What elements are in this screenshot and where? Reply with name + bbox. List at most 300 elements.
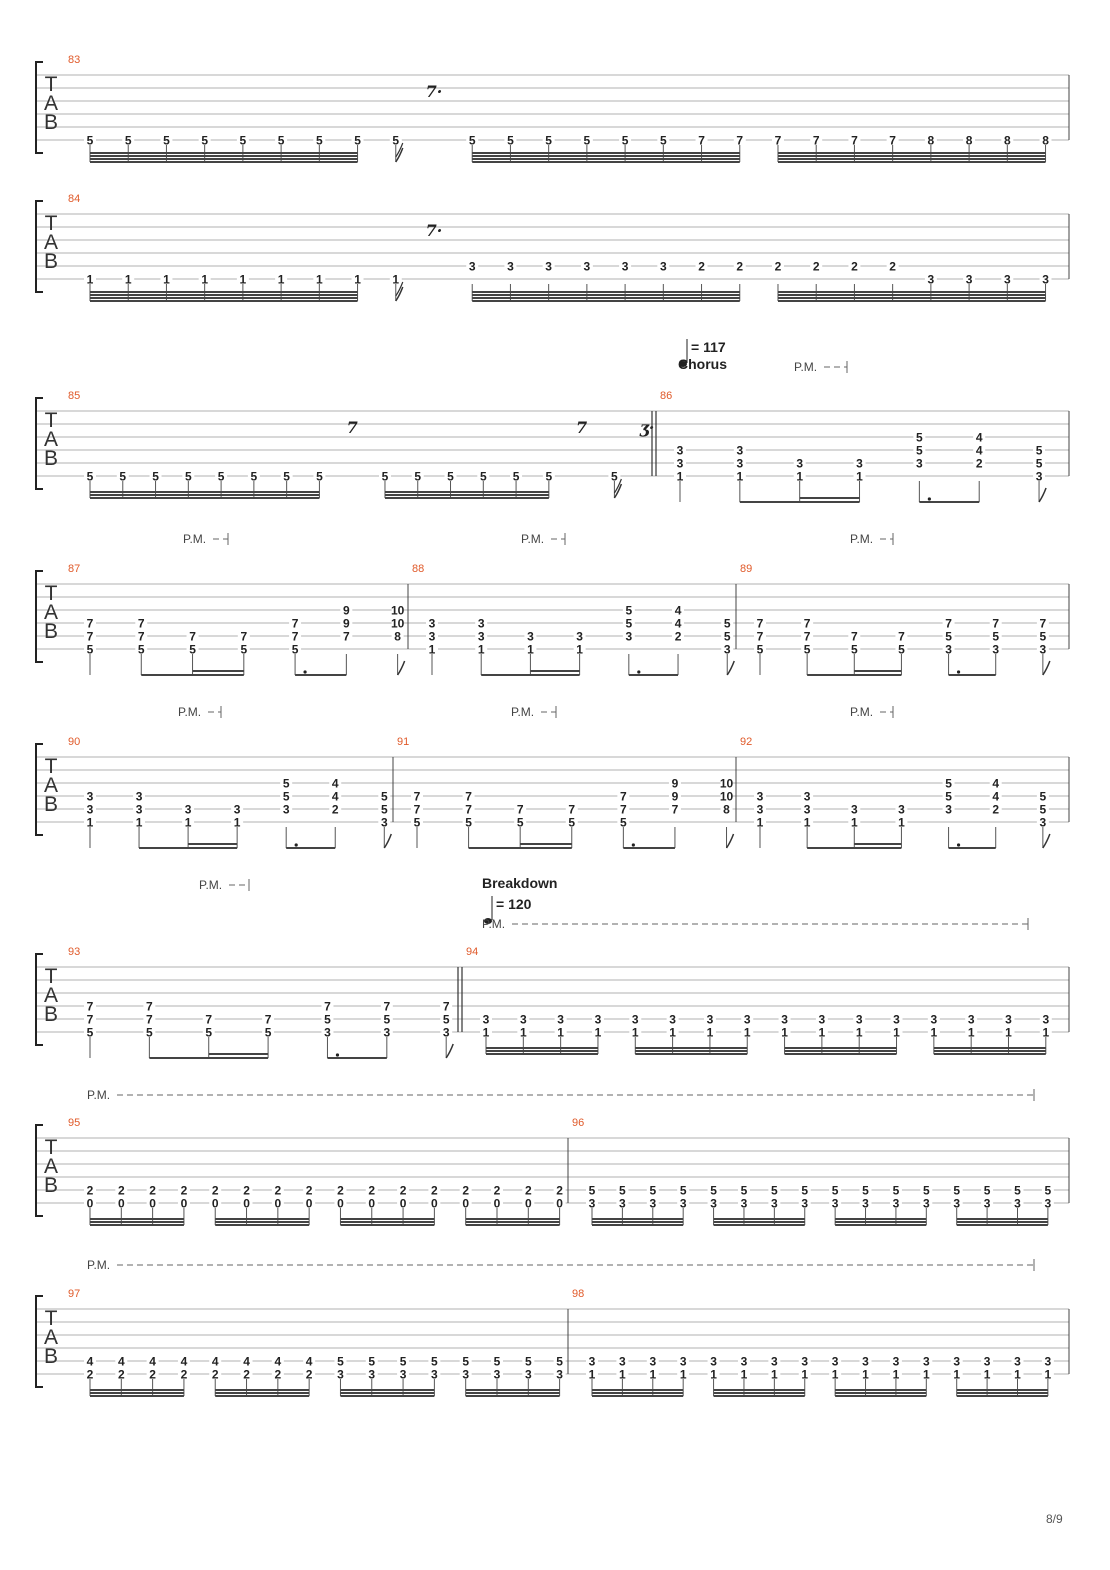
fret-number: 7: [324, 999, 331, 1014]
fret-number: 5: [217, 469, 225, 484]
fret-number: 5: [922, 1183, 930, 1198]
fret-number: 5: [898, 642, 905, 657]
fret-number: 7: [812, 133, 820, 148]
fret-number: 10: [719, 776, 734, 791]
fret-number: 7: [413, 789, 421, 804]
tab-clef-letter: T: [44, 965, 58, 988]
fret-number: 3: [545, 259, 552, 274]
fret-number: 1: [743, 1025, 751, 1040]
fret-number: 2: [975, 456, 983, 471]
fret-number: 4: [243, 1354, 250, 1369]
fret-number: 2: [274, 1367, 282, 1382]
fret-number: 5: [801, 1183, 809, 1198]
fret-number: 2: [211, 1367, 219, 1382]
fret-number: 5: [1044, 1183, 1052, 1198]
fret-number: 2: [992, 802, 1000, 817]
fret-number: 5: [983, 1183, 991, 1198]
fret-number: 3: [1042, 272, 1049, 287]
fret-number: 4: [117, 1354, 125, 1369]
note-flag: [1043, 834, 1050, 848]
fret-number: 4: [975, 430, 983, 445]
fret-number: 5: [465, 815, 472, 830]
fret-number: 1: [557, 1025, 564, 1040]
fret-number: 5: [803, 642, 811, 657]
fret-number: 9: [343, 603, 350, 618]
fret-number: 7: [698, 133, 705, 148]
fret-number: 1: [771, 1367, 778, 1382]
fret-number: 3: [916, 456, 923, 471]
fret-number: 3: [1039, 815, 1047, 830]
fret-number: 2: [243, 1367, 250, 1382]
fret-number: 5: [479, 469, 487, 484]
fret-number: 1: [983, 1367, 991, 1382]
fret-number: 3: [679, 1196, 687, 1211]
rhythm-dot: [637, 670, 640, 673]
rhythm-dot: [295, 843, 298, 846]
fret-number: 7: [146, 1012, 153, 1027]
fret-number: 5: [945, 776, 952, 791]
fret-number: 3: [892, 1354, 900, 1369]
fret-number: 3: [519, 1012, 527, 1027]
fret-number: 3: [233, 802, 241, 817]
fret-number: 2: [674, 629, 682, 644]
fret-number: 3: [945, 802, 952, 817]
fret-number: 1: [953, 1367, 961, 1382]
fret-number: 3: [856, 456, 863, 471]
fret-number: 3: [831, 1354, 839, 1369]
rhythm-dot: [336, 1053, 339, 1056]
fret-number: 1: [740, 1367, 748, 1382]
fret-number: 1: [201, 272, 209, 287]
fret-number: 3: [135, 802, 143, 817]
fret-number: 4: [331, 776, 339, 791]
fret-number: 2: [851, 259, 858, 274]
fret-number: 5: [240, 642, 248, 657]
fret-number: 3: [669, 1012, 676, 1027]
fret-number: 5: [723, 629, 731, 644]
fret-number: 3: [781, 1012, 788, 1027]
fret-number: 7: [803, 629, 811, 644]
fret-number: 5: [315, 133, 323, 148]
fret-number: 2: [337, 1183, 344, 1198]
fret-number: 8: [394, 629, 401, 644]
fret-number: 2: [889, 259, 896, 274]
note-flag: [727, 661, 734, 675]
tab-clef-letter: A: [43, 428, 59, 451]
fret-number: 7: [803, 616, 811, 631]
fret-number: 5: [916, 443, 923, 458]
tab-clef-letter: T: [44, 582, 58, 605]
fret-number: 5: [152, 469, 159, 484]
fret-number: 0: [117, 1196, 125, 1211]
fret-number: 5: [649, 1183, 657, 1198]
fret-number: 3: [135, 789, 143, 804]
fret-number: 5: [414, 469, 422, 484]
fret-number: 5: [1014, 1183, 1021, 1198]
fret-number: 1: [1005, 1025, 1012, 1040]
fret-number: 3: [855, 1012, 863, 1027]
fret-number: 5: [431, 1354, 438, 1369]
fret-number: 7: [413, 802, 421, 817]
fret-number: 5: [282, 789, 290, 804]
fret-number: 7: [1039, 616, 1047, 631]
fret-number: 1: [576, 642, 583, 657]
fret-number: 3: [625, 629, 633, 644]
fret-number: 2: [243, 1183, 250, 1198]
fret-number: 7: [850, 629, 858, 644]
fret-number: 0: [211, 1196, 219, 1211]
fret-number: 3: [801, 1354, 809, 1369]
fret-number: 5: [86, 469, 94, 484]
measure-number: 96: [572, 1117, 585, 1129]
fret-number: 5: [620, 815, 627, 830]
measure-number: 91: [397, 736, 410, 748]
fret-number: 1: [649, 1367, 657, 1382]
fret-number: 1: [1014, 1367, 1021, 1382]
fret-number: 0: [243, 1196, 250, 1211]
fret-number: 3: [953, 1354, 961, 1369]
fret-number: 0: [305, 1196, 313, 1211]
fret-number: 1: [855, 1025, 863, 1040]
fret-number: 5: [916, 430, 923, 445]
fret-number: 8: [965, 133, 973, 148]
fret-number: 3: [1044, 1354, 1052, 1369]
fret-number: 3: [649, 1196, 657, 1211]
fret-number: 2: [180, 1367, 188, 1382]
fret-number: 5: [1035, 443, 1043, 458]
fret-number: 3: [983, 1196, 991, 1211]
fret-number: 7: [992, 616, 1000, 631]
fret-number: 2: [211, 1183, 219, 1198]
tab-clef-letter: B: [43, 793, 59, 816]
rhythm-dot: [303, 670, 306, 673]
fret-number: 3: [740, 1354, 748, 1369]
fret-number: 1: [818, 1025, 826, 1040]
fret-number: 5: [756, 642, 764, 657]
fret-number: 1: [756, 815, 764, 830]
fret-number: 9: [671, 789, 679, 804]
note-flag: [384, 834, 391, 848]
fret-number: 1: [86, 815, 94, 830]
fret-number: 3: [1014, 1196, 1021, 1211]
fret-number: 5: [119, 469, 127, 484]
fret-number: 8: [1042, 133, 1049, 148]
fret-number: 3: [801, 1196, 809, 1211]
fret-number: 7: [736, 133, 744, 148]
fret-number: 3: [621, 259, 629, 274]
staff-bracket: [36, 571, 43, 662]
measure-number: 83: [68, 54, 81, 66]
fret-number: 3: [1039, 642, 1047, 657]
fret-number: 2: [86, 1183, 94, 1198]
fret-number: 0: [368, 1196, 376, 1211]
fret-number: 5: [146, 1025, 153, 1040]
fret-number: 8: [927, 133, 935, 148]
tab-clef-letter: T: [44, 1307, 58, 1330]
palm-mute-label: P.M.: [87, 1258, 111, 1272]
fret-number: 7: [671, 802, 679, 817]
tab-clef-letter: A: [43, 774, 59, 797]
fret-number: 3: [756, 802, 764, 817]
fret-number: 3: [619, 1354, 626, 1369]
fret-number: 5: [1039, 629, 1047, 644]
fret-number: 1: [233, 815, 241, 830]
fret-number: 3: [477, 616, 485, 631]
fret-number: 9: [671, 776, 679, 791]
fret-number: 4: [86, 1354, 94, 1369]
fret-number: 5: [568, 815, 576, 830]
fret-number: 3: [524, 1367, 532, 1382]
fret-number: 3: [462, 1367, 470, 1382]
section-label: Breakdown: [482, 875, 558, 891]
fret-number: 3: [710, 1196, 717, 1211]
fret-number: 5: [953, 1183, 961, 1198]
tab-clef-letter: T: [44, 212, 58, 235]
fret-number: 3: [507, 259, 514, 274]
fret-number: 1: [239, 272, 247, 287]
fret-number: 2: [774, 259, 782, 274]
section-label: Chorus: [678, 356, 727, 372]
fret-number: 3: [983, 1354, 991, 1369]
fret-number: 5: [723, 616, 731, 631]
fret-number: 4: [211, 1354, 219, 1369]
fret-number: 5: [447, 469, 454, 484]
fret-number: 5: [137, 642, 145, 657]
fret-number: 3: [965, 272, 973, 287]
fret-number: 2: [86, 1367, 94, 1382]
fret-number: 3: [184, 802, 192, 817]
fret-number: 5: [679, 1183, 687, 1198]
fret-number: 3: [679, 1354, 687, 1369]
fret-number: 5: [380, 789, 388, 804]
palm-mute-label: P.M.: [178, 705, 202, 719]
fret-number: 3: [324, 1025, 331, 1040]
fret-number: 4: [992, 789, 1000, 804]
fret-number: 5: [740, 1183, 748, 1198]
fret-number: 5: [588, 1183, 596, 1198]
fret-number: 1: [277, 272, 285, 287]
tab-clef-letter: B: [43, 1345, 59, 1368]
fret-number: 7: [620, 789, 627, 804]
measure-number: 95: [68, 1117, 81, 1129]
fret-number: 5: [264, 1025, 272, 1040]
fret-number: 0: [86, 1196, 94, 1211]
fret-number: 5: [381, 469, 389, 484]
fret-number: 1: [803, 815, 811, 830]
fret-number: 1: [1042, 1025, 1050, 1040]
fret-number: 3: [442, 1025, 450, 1040]
fret-number: 5: [283, 469, 290, 484]
fret-number: 3: [922, 1354, 930, 1369]
palm-mute-label: P.M.: [183, 532, 207, 546]
fret-number: 1: [856, 469, 863, 484]
fret-number: 3: [992, 642, 1000, 657]
staff-bracket: [36, 744, 43, 835]
measure-number: 90: [68, 736, 81, 748]
fret-number: 1: [850, 815, 858, 830]
tab-clef-letter: B: [43, 447, 59, 470]
fret-number: 1: [519, 1025, 527, 1040]
fret-number: 3: [431, 1367, 438, 1382]
fret-number: 4: [180, 1354, 188, 1369]
rest-symbol: 7·: [425, 82, 443, 101]
tab-clef-letter: B: [43, 250, 59, 273]
palm-mute-label: P.M.: [511, 705, 535, 719]
fret-number: 7: [86, 1012, 94, 1027]
fret-number: 8: [1003, 133, 1011, 148]
fret-number: 3: [736, 456, 744, 471]
fret-number: 5: [583, 133, 591, 148]
fret-number: 5: [368, 1354, 376, 1369]
measure-number: 98: [572, 1288, 585, 1300]
rhythm-dot: [928, 497, 931, 500]
fret-number: 5: [205, 1025, 213, 1040]
fret-number: 2: [736, 259, 744, 274]
fret-number: 3: [428, 616, 436, 631]
fret-number: 1: [706, 1025, 714, 1040]
fret-number: 1: [862, 1367, 869, 1382]
measure-number: 92: [740, 736, 753, 748]
fret-number: 5: [556, 1354, 563, 1369]
fret-number: 3: [771, 1196, 778, 1211]
fret-number: 4: [274, 1354, 282, 1369]
fret-number: 3: [927, 272, 935, 287]
fret-number: 5: [1039, 802, 1047, 817]
fret-number: 1: [477, 642, 485, 657]
fret-number: 4: [674, 603, 682, 618]
fret-number: 5: [545, 133, 552, 148]
fret-number: 5: [86, 642, 94, 657]
fret-number: 7: [86, 616, 94, 631]
fret-number: 1: [619, 1367, 626, 1382]
fret-number: 5: [862, 1183, 869, 1198]
measure-number: 87: [68, 563, 81, 575]
fret-number: 3: [86, 802, 94, 817]
fret-number: 3: [892, 1196, 900, 1211]
measure-number: 94: [466, 946, 479, 958]
fret-number: 3: [967, 1012, 975, 1027]
fret-number: 5: [621, 133, 629, 148]
fret-number: 1: [736, 469, 744, 484]
measure-number: 89: [740, 563, 753, 575]
fret-number: 3: [527, 629, 534, 644]
fret-number: 3: [756, 789, 764, 804]
fret-number: 1: [892, 1367, 900, 1382]
fret-number: 2: [331, 802, 339, 817]
fret-number: 3: [723, 642, 731, 657]
fret-number: 3: [743, 1012, 751, 1027]
fret-number: 1: [392, 272, 400, 287]
tab-clef-letter: A: [43, 1155, 59, 1178]
fret-number: 3: [818, 1012, 826, 1027]
tab-clef-letter: B: [43, 1174, 59, 1197]
fret-number: 0: [431, 1196, 438, 1211]
staff-bracket: [36, 1296, 43, 1387]
fret-number: 1: [781, 1025, 788, 1040]
fret-number: 3: [337, 1367, 344, 1382]
fret-number: 7: [137, 629, 145, 644]
palm-mute-label: P.M.: [850, 705, 874, 719]
fret-number: 3: [468, 259, 476, 274]
fret-number: 5: [892, 1183, 900, 1198]
fret-number: 3: [676, 443, 684, 458]
note-flag: [446, 1044, 453, 1058]
fret-number: 7: [756, 629, 764, 644]
fret-number: 5: [850, 642, 858, 657]
fret-number: 1: [631, 1025, 639, 1040]
fret-number: 1: [922, 1367, 930, 1382]
fret-number: 1: [354, 272, 361, 287]
fret-number: 5: [324, 1012, 331, 1027]
fret-number: 7: [774, 133, 782, 148]
palm-mute-label: P.M.: [521, 532, 545, 546]
fret-number: 3: [930, 1012, 938, 1027]
fret-number: 3: [557, 1012, 564, 1027]
palm-mute-label: P.M.: [794, 360, 818, 374]
fret-number: 2: [812, 259, 820, 274]
fret-number: 5: [163, 133, 170, 148]
fret-number: 3: [1035, 469, 1043, 484]
fret-number: 3: [493, 1367, 501, 1382]
fret-number: 5: [945, 789, 952, 804]
fret-number: 5: [383, 1012, 391, 1027]
fret-number: 3: [710, 1354, 717, 1369]
fret-number: 2: [274, 1183, 282, 1198]
measure-number: 93: [68, 946, 81, 958]
fret-number: 0: [149, 1196, 156, 1211]
fret-number: 7: [343, 629, 350, 644]
fret-number: 0: [180, 1196, 188, 1211]
fret-number: 3: [898, 802, 905, 817]
fret-number: 10: [390, 616, 405, 631]
fret-number: 5: [337, 1354, 344, 1369]
fret-number: 5: [831, 1183, 839, 1198]
fret-number: 7: [137, 616, 145, 631]
fret-number: 5: [184, 469, 192, 484]
fret-number: 2: [698, 259, 705, 274]
measure-number: 88: [412, 563, 425, 575]
rest-symbol: 7: [576, 418, 588, 437]
fret-number: 5: [524, 1354, 532, 1369]
fret-number: 7: [756, 616, 764, 631]
fret-number: 3: [945, 642, 952, 657]
staff-bracket: [36, 954, 43, 1045]
palm-mute-label: P.M.: [199, 878, 223, 892]
fret-number: 1: [124, 272, 132, 287]
staff-bracket: [36, 398, 43, 489]
tab-clef-letter: A: [43, 1326, 59, 1349]
fret-number: 0: [399, 1196, 407, 1211]
fret-number: 5: [380, 802, 388, 817]
note-flag: [1043, 661, 1050, 675]
fret-number: 2: [524, 1183, 532, 1198]
fret-number: 7: [442, 999, 450, 1014]
fret-number: 5: [392, 133, 400, 148]
fret-number: 5: [277, 133, 285, 148]
fret-number: 3: [588, 1354, 596, 1369]
fret-number: 3: [676, 456, 684, 471]
fret-number: 7: [291, 629, 299, 644]
fret-number: 3: [771, 1354, 778, 1369]
fret-number: 1: [710, 1367, 717, 1382]
fret-number: 4: [674, 616, 682, 631]
fret-number: 2: [117, 1367, 125, 1382]
fret-number: 1: [669, 1025, 676, 1040]
measure-number: 97: [68, 1288, 81, 1300]
fret-number: 5: [354, 133, 361, 148]
tab-clef-letter: B: [43, 1003, 59, 1026]
rest-symbol: 7·: [425, 221, 443, 240]
